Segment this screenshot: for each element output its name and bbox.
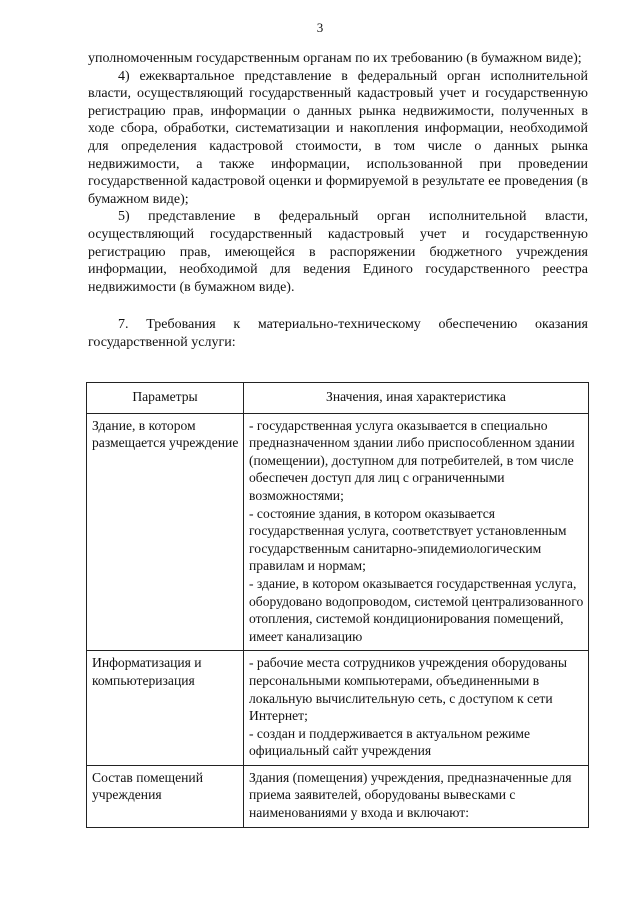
header-parameters: Параметры [87,383,244,414]
value-line: - состояние здания, в котором оказывается государственная услуга, соответствует установленным государственным санитарно-эпидемиологическим правилам и нормам; [249,505,567,574]
value-line: - государственная услуга оказывается в специально предназначенном здании либо приспособленном здании (помещении), доступном для потребителей, в том числе обеспечен доступ для лиц с ограниченными возможностями; [249,417,575,503]
value-premises [244,765,589,827]
param-premises: Состав помещений учреждения [87,765,244,827]
table-row [87,413,589,651]
requirements-table [86,382,589,828]
value-line: Здания (помещения) учреждения, предназначенные для приема заявителей, оборудованы вывесками с наименованиями у входа и включают: [249,769,572,821]
header-values: Значения, иная характеристика [244,383,589,414]
value-line: - здание, в котором оказывается государственная услуга, оборудовано водопроводом, системой централизованного отопления, системой кондиционирования помещений, имеет канализацию [249,575,584,644]
value-informatization [244,651,589,766]
page-number: 3 [316,20,324,35]
table-row [87,651,589,766]
paragraph-item-4: 4) ежеквартальное представление в федеральный орган исполнительной власти, осуществляющий государственный кадастровый учет и государственную регистрацию прав, информации о данных рынка недвижимости, полученных в ходе сбора, обработки, систематизации и накопления информации, необходимой для определения кадастровой стоимости, в том числе о данных рынка недвижимости, а также информации, использованной при проведении государственной кадастровой оценки и формируемой в результате ее проведения (в бумажном виде); [88,68,588,207]
body-text [88,50,588,352]
param-informatization: Информатизация и компьютеризация [87,651,244,766]
value-line: - создан и поддерживается в актуальном режиме официальный сайт учреждения [249,725,531,759]
section-heading-7: 7. Требования к материально-техническому обеспечению оказания государственной услуги: [88,317,588,350]
table-header-row [87,383,589,414]
value-line: - рабочие места сотрудников учреждения оборудованы персональными компьютерами, объединенными в локальную вычислительную сеть, с доступом к сети Интернет; [249,655,567,724]
param-building: Здание, в котором размещается учреждение [87,413,244,651]
value-building [244,413,589,651]
paragraph-continuation: уполномоченным государственным органам по их требованию (в бумажном виде); [88,51,582,66]
paragraph-item-5: 5) представление в федеральный орган исполнительной власти, осуществляющий государственный кадастровый учет и государственную регистрацию прав, имеющейся в распоряжении бюджетного учреждения информации, необходимой для ведения Единого государственного реестра недвижимости (в бумажном виде). [88,209,588,295]
table-row [87,765,589,827]
